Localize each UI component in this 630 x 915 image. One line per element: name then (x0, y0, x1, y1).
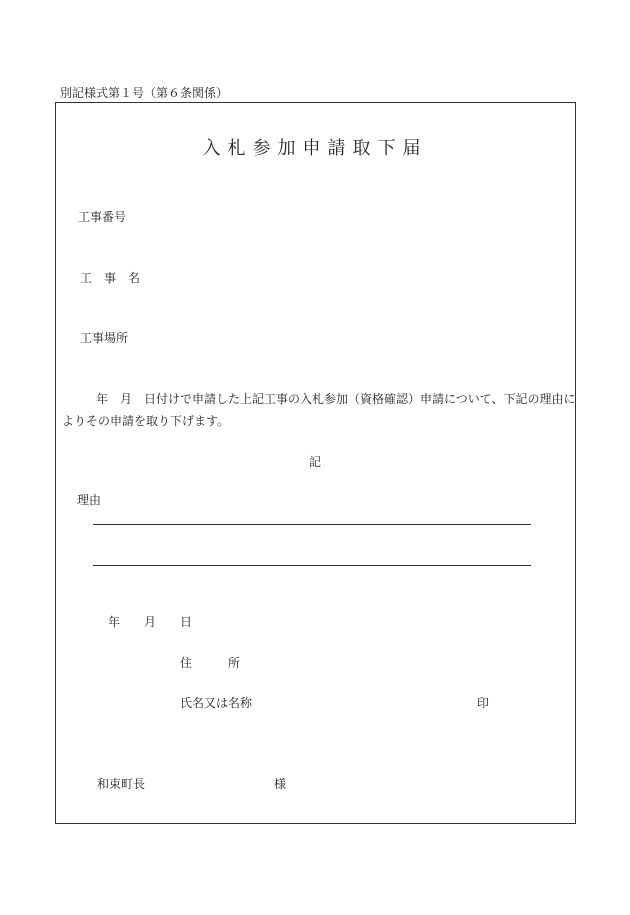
ki-label: 記 (308, 455, 321, 469)
reason-line-1 (93, 524, 531, 525)
honorific-label: 様 (274, 777, 287, 791)
form-title: 入札参加申請取下届 (202, 138, 428, 159)
name-label: 氏名又は名称 (180, 696, 253, 710)
address-label: 住 所 (180, 656, 241, 670)
construction-name-label: 工 事 名 (80, 271, 141, 285)
addressee-label: 和束町長 (97, 777, 146, 791)
form-caption: 別記様式第１号（第６条関係） (60, 86, 229, 100)
reason-label: 理由 (77, 493, 102, 507)
date-month-label: 月 (144, 615, 157, 629)
seal-label: 印 (477, 696, 490, 710)
reason-line-2 (93, 565, 531, 566)
construction-site-label: 工事場所 (80, 331, 129, 345)
construction-number-label: 工事番号 (78, 210, 127, 224)
statement-text: 年 月 日付けで申請した上記工事の入札参加（資格確認）申請について、下記の理由によりその申請を取り下げます。 (62, 392, 576, 428)
date-year-label: 年 (108, 615, 121, 629)
date-day-label: 日 (180, 615, 193, 629)
